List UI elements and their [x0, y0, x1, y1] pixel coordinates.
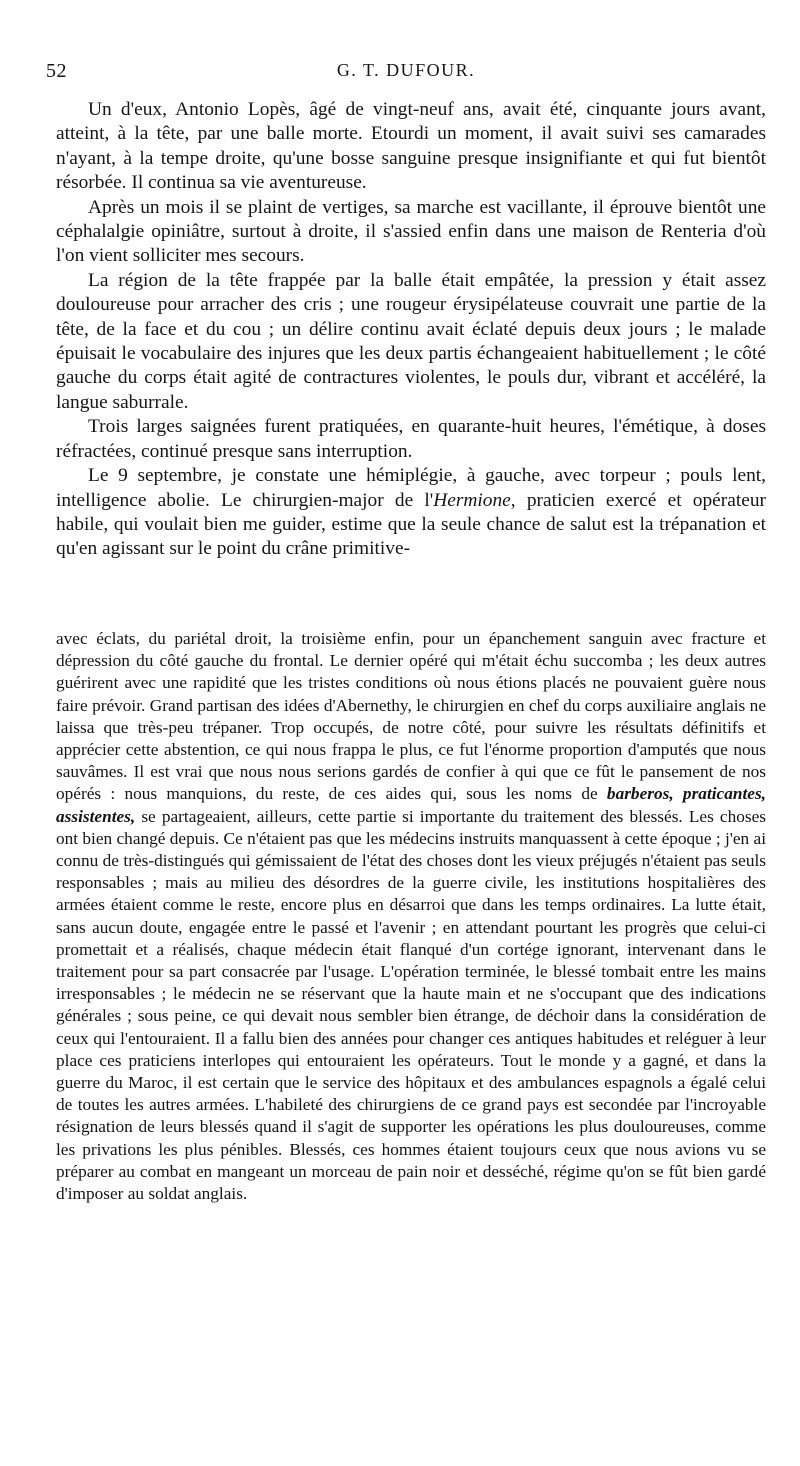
- paragraph: [56, 415, 766, 464]
- paragraph-text: La région de la tête frappée par la balle était empâtée, la pression y était assez douloureuse pour arracher des cris ; une rougeur érysipélateuse couvrait une partie de la tête, de la face et du cou ; un délire continu avait éclaté depuis deux jours ; le malade épuisait le vocabulaire des injures que les deux partis échangeaient habituellement ; le côté gauche du corps était agité de contractures violentes, le pouls dur, vibrant et accéléré, la langue saburrale.: [56, 269, 766, 413]
- paragraph-text: Le 9 septembre, je constate une hémiplégie, à gauche, avec torpeur ; pouls lent, intelligence abolie. Le chirurgien-major de l': [56, 465, 766, 511]
- note-text-part: se partageaient, ailleurs, cette partie si importante du traitement des blessés. Les choses ont bien changé depuis. Ce n'étaient pas que les médecins instruits manquassent à cette époque ; j'en ai connu de très-distingués qui gémissaient de l'état des choses dont les vieux préjugés n'étaient pas seuls responsables ; mais au milieu des désordres de la guerre civile, les institutions hospitalières des armées étaient comme le reste, encore plus en désarroi que dans les temps ordinaires. La lutte était, sans aucun doute, engagée entre le passé et l'avenir ; en attendant pourtant les progrès que celui-ci promettait et a réalisés, chaque médecin était flanqué d'un cortége ignorant, intervenant dans le traitement pour sa part consacrée par l'usage. L'opération terminée, le blessé tombait entre les mains irresponsables ; le médecin ne se réservant que la haute main et ne s'occupant que des indications générales ; sous peine, ce qui devait nous sembler bien étrange, de déchoir dans la considération de ceux qui l'entouraient. Il a fallu bien des années pour changer ces antiques habitudes et reléguer à leur place ces praticiens interlopes qui entouraient les opérateurs. Tout le monde y a gagné, et dans la guerre du Maroc, il est certain que le service des hôpitaux et des ambulances espagnols a égalé celui de toutes les autres armées. L'habileté des chirurgiens de ce grand pays est secondée par l'incroyable résignation de leurs blessés quand il s'agit de supporter les opérations les plus douloureuses, comme les privations les plus pénibles. Blessés, ces hommes étaient toujours ceux que nous avions vu se préparer au combat en mangeant un morceau de pain noir et desséché, régime qu'on se fût bien gardé d'imposer au soldat anglais.: [56, 806, 766, 1204]
- paragraph-text: Un d'eux, Antonio Lopès, âgé de vingt-neuf ans, avait été, cinquante jours avant, atteint, à la tête, par une balle morte. Etourdi un moment, il avait suivi ses camarades n'ayant, à la tempe droite, qu'une bosse sanguine presque insignifiante et qui fut bientôt résorbée. Il continua sa vie aventureuse.: [56, 99, 766, 194]
- spanish-terms: barberos, praticantes, assistentes,: [56, 784, 766, 826]
- paragraph-text: , praticien exercé et opérateur habile, qui voulait bien me guider, estime que la seule chance de salut est la trépanation et qu'en agissant sur le point du crâne primitive-: [56, 489, 766, 560]
- ship-name: Hermione: [433, 489, 511, 511]
- note-text-part: avec éclats, du pariétal droit, la troisième enfin, pour un épanchement sanguin avec fracture et dépression du côté gauche du frontal. Le dernier opéré qui m'était échu succomba ; les deux autres guérirent avec une rapidité que les tristes conditions où nous étions placés ne pouvaient guère nous faire prévoir. Grand partisan des idées d'Abernethy, le chirurgien en chef du corps auxiliaire anglais ne laissa que très-peu trépaner. Trop occupés, de notre côté, pour suivre les résultats définitifs et apprécier cette abstention, ce qui nous frappa le plus, ce fut l'énorme proportion d'amputés que nous sauvâmes. Il est vrai que nous nous serions gardés de confier à qui que ce fût le pansement de nos opérés : nous manquions, du reste, de ces aides qui, sous les noms de: [56, 629, 766, 804]
- paragraph: [56, 196, 766, 269]
- page-header: [46, 60, 766, 86]
- paragraph-text: Trois larges saignées furent pratiquées, en quarante-huit heures, l'émétique, à doses réfractées, continué presque sans interruption.: [56, 416, 766, 462]
- paragraph-text: Après un mois il se plaint de vertiges, sa marche est vacillante, il éprouve bientôt une céphalalgie opiniâtre, surtout à droite, il s'assied enfin dans une maison de Renteria d'où l'on vient solliciter mes secours.: [56, 196, 766, 267]
- paragraph: [56, 269, 766, 415]
- paragraph: [56, 98, 766, 196]
- running-title: G. T. DUFOUR.: [336, 60, 476, 80]
- note-paragraph: [56, 628, 766, 1205]
- main-text: [56, 98, 766, 562]
- note-text: [56, 628, 766, 1205]
- paragraph: [56, 464, 766, 562]
- page-number: 52: [46, 60, 67, 82]
